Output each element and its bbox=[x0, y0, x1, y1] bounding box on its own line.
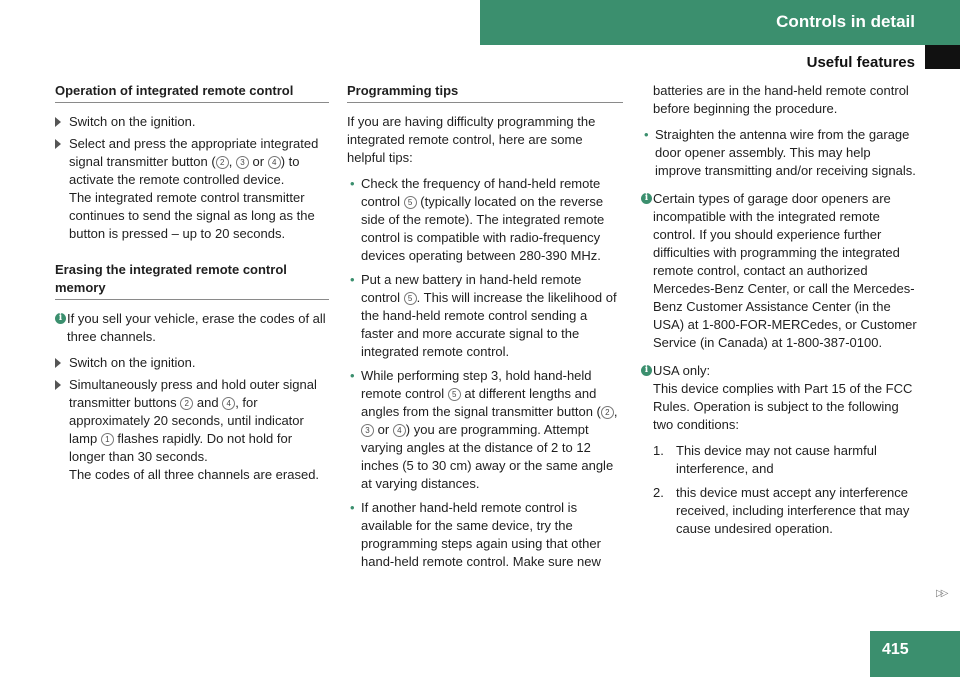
step-item: Select and press the appropriate integrated signal transmitter button ( 2 , 3 or 4 ) to activate the remote controlled device. The integrated remote control transmitter continues to send the signal as long as the button is pressed – up to 20 seconds. bbox=[55, 135, 329, 243]
remote-5-symbol: 5 bbox=[448, 388, 461, 401]
tip-item: • Straighten the antenna wire from the garage door opener assembly. This may help improve transmitting and/or receiving signals. bbox=[644, 127, 916, 178]
step-arrow-icon bbox=[55, 139, 61, 149]
remote-5-symbol: 5 bbox=[404, 292, 417, 305]
section-header-bar bbox=[480, 0, 960, 45]
step-note: The integrated remote control transmitter continues to send the signal as long as the button is pressed – up to 20 seconds. bbox=[69, 190, 315, 241]
info-icon: i bbox=[55, 313, 66, 324]
info-note: i Certain types of garage door openers are incompatible with the integrated remote control. If you should experience further difficulties with programming the integrated remote control, contact an authorized Mercedes-Benz Center, or call the Mercedes-Benz Customer Assistance Center (in the USA) at 1-800-FOR-MERCedes, or Customer Service (in Canada) at 1-800-387-0100. bbox=[641, 190, 917, 352]
conditions-list bbox=[653, 442, 917, 538]
info-icon: i bbox=[641, 193, 652, 204]
bullet-icon: • bbox=[644, 127, 649, 142]
button-2-symbol: 2 bbox=[216, 156, 229, 169]
continued-arrow-icon: ▷▷ bbox=[936, 588, 946, 599]
page-number-box bbox=[870, 631, 960, 677]
column-2 bbox=[347, 82, 623, 577]
button-3-symbol: 3 bbox=[236, 156, 249, 169]
button-3-symbol: 3 bbox=[361, 424, 374, 437]
list-item: 2. this device must accept any interference received, including interference that may cause undesired operation. bbox=[653, 485, 910, 536]
tip-item: • Put a new battery in hand-held remote control 5 . This will increase the likelihood of the hand-held remote control sending a faster and more accurate signal to the integrated remote control. bbox=[350, 272, 617, 359]
button-4-symbol: 4 bbox=[268, 156, 281, 169]
button-2-symbol: 2 bbox=[180, 397, 193, 410]
bullet-icon: • bbox=[350, 368, 355, 383]
continued-text: batteries are in the hand-held remote control before beginning the procedure. bbox=[653, 83, 909, 116]
tip-item: • While performing step 3, hold hand-held remote control 5 at different lengths and angles from the signal transmitter button ( 2 , 3 or 4 ) you are programming. Attempt varying angles at the distance of 2 to 12 inches (5 to 30 cm) away or the same angle at varying distances. bbox=[350, 368, 618, 491]
info-note-usa: i USA only: This device complies with Part 15 of the FCC Rules. Operation is subject to the following two conditions: bbox=[641, 362, 917, 434]
list-item: 1. This device may not cause harmful interference, and bbox=[653, 443, 877, 476]
intro-text: If you are having difficulty programming the integrated remote control, here are some helpful tips: bbox=[347, 114, 596, 165]
header-tab-marker bbox=[925, 45, 960, 69]
info-note: i If you sell your vehicle, erase the codes of all three channels. bbox=[55, 310, 329, 346]
button-4-symbol: 4 bbox=[222, 397, 235, 410]
step-item: Switch on the ignition. bbox=[55, 354, 329, 372]
bullet-icon: • bbox=[350, 272, 355, 287]
lamp-1-symbol: 1 bbox=[101, 433, 114, 446]
step-arrow-icon bbox=[55, 358, 61, 368]
page-number: 415 bbox=[882, 641, 909, 658]
subsection-title: Useful features bbox=[806, 54, 915, 71]
button-2-symbol: 2 bbox=[601, 406, 614, 419]
step-item: Simultaneously press and hold outer signal transmitter buttons 2 and 4 , for approximately 20 seconds, until indicator lamp 1 flashes rapidly. Do not hold for longer than 30 seconds. The codes of all three channels are erased. bbox=[55, 376, 329, 484]
step-item: Switch on the ignition. bbox=[55, 113, 329, 131]
remote-5-symbol: 5 bbox=[404, 196, 417, 209]
button-4-symbol: 4 bbox=[393, 424, 406, 437]
column-3 bbox=[641, 82, 917, 544]
heading-erasing: Erasing the integrated remote control memory bbox=[55, 261, 329, 300]
bullet-icon: • bbox=[350, 500, 355, 515]
step-arrow-icon bbox=[55, 380, 61, 390]
heading-programming-tips: Programming tips bbox=[347, 82, 623, 103]
step-arrow-icon bbox=[55, 117, 61, 127]
heading-operation: Operation of integrated remote control bbox=[55, 82, 329, 103]
tip-item: • If another hand-held remote control is available for the same device, try the programming steps again using that other hand-held remote control. Make sure new bbox=[350, 500, 601, 569]
bullet-icon: • bbox=[350, 176, 355, 191]
step-note: The codes of all three channels are erased. bbox=[69, 467, 320, 482]
tip-item: • Check the frequency of hand-held remote control 5 (typically located on the reverse side of the remote). The integrated remote control is compatible with radio-frequency devices operating between 280-390 MHz. bbox=[350, 176, 605, 263]
column-1 bbox=[55, 82, 329, 488]
info-icon: i bbox=[641, 365, 652, 376]
section-title: Controls in detail bbox=[776, 12, 915, 31]
